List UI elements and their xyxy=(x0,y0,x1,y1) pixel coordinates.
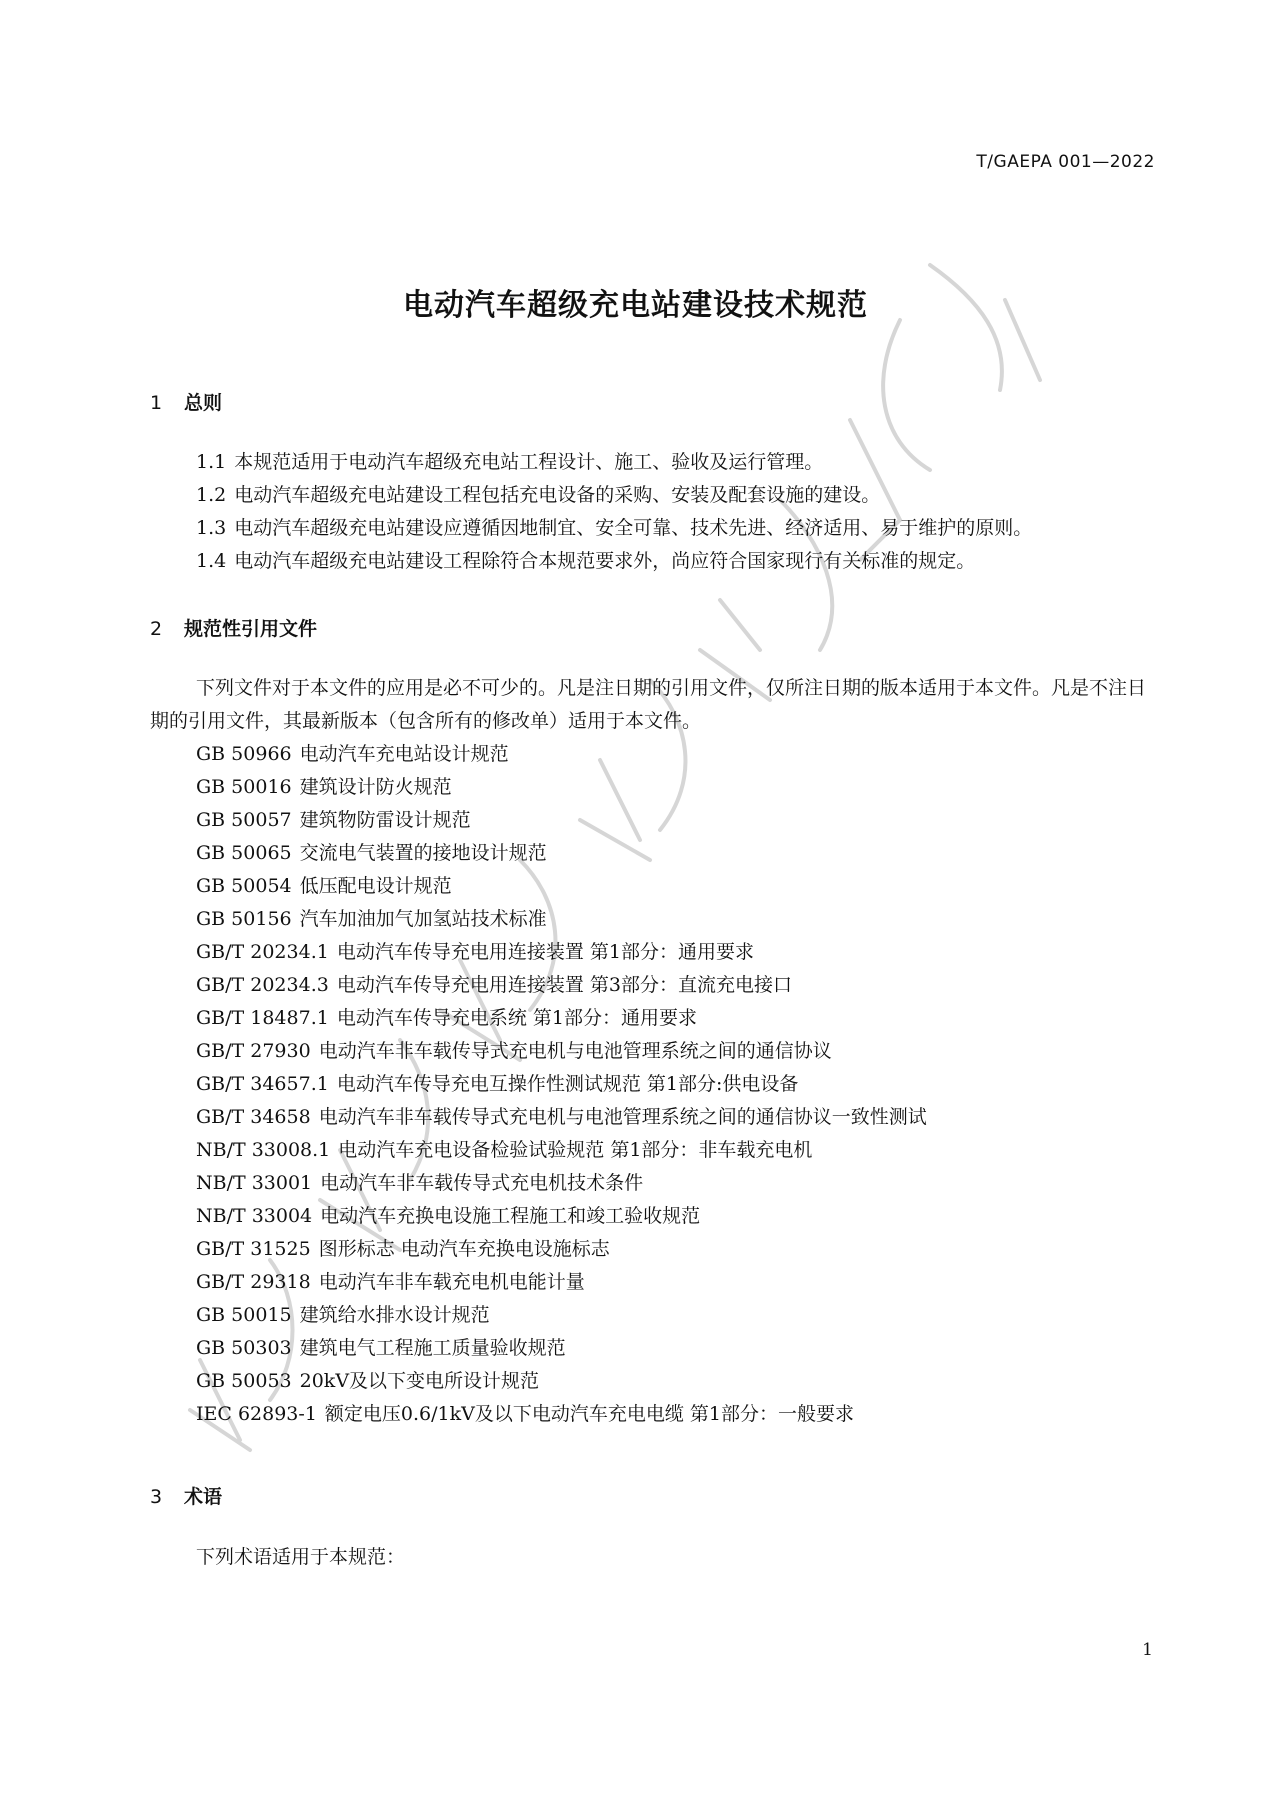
reference-title: 汽车加油加气加氢站技术标准 xyxy=(299,908,547,930)
reference-code: GB/T 20234.1 xyxy=(196,941,329,963)
reference-item xyxy=(196,1035,927,1068)
reference-title: 额定电压0.6/1kV及以下电动汽车充电电缆 第1部分：一般要求 xyxy=(324,1403,854,1425)
reference-code: NB/T 33008.1 xyxy=(196,1139,331,1161)
clause-number: 1.3 xyxy=(196,517,227,539)
reference-item xyxy=(196,1299,927,1332)
section-heading-general xyxy=(150,388,222,415)
clause-number: 1.2 xyxy=(196,484,227,506)
clause-text: 本规范适用于电动汽车超级充电站工程设计、施工、验收及运行管理。 xyxy=(234,451,824,473)
section-heading-terms xyxy=(150,1482,222,1509)
reference-code: GB/T 20234.3 xyxy=(196,974,329,996)
reference-title: 图形标志 电动汽车充换电设施标志 xyxy=(318,1238,610,1260)
general-clause-list xyxy=(196,446,1156,578)
section-title: 术语 xyxy=(184,1486,223,1508)
terms-intro-paragraph: 下列术语适用于本规范： xyxy=(196,1546,406,1568)
reference-code: NB/T 33004 xyxy=(196,1205,313,1227)
reference-item xyxy=(196,1398,927,1431)
reference-item xyxy=(196,1002,927,1035)
clause-text: 电动汽车超级充电站建设应遵循因地制宜、安全可靠、技术先进、经济适用、易于维护的原则。 xyxy=(234,517,1033,539)
reference-title: 20kV及以下变电所设计规范 xyxy=(299,1370,540,1392)
reference-title: 电动汽车充电站设计规范 xyxy=(299,743,509,765)
reference-code: GB/T 34657.1 xyxy=(196,1073,329,1095)
clause-number: 1.1 xyxy=(196,451,227,473)
section-number: 2 xyxy=(150,618,163,640)
document-code: T/GAEPA 001—2022 xyxy=(976,152,1155,172)
reference-title: 建筑电气工程施工质量验收规范 xyxy=(299,1337,566,1359)
reference-item xyxy=(196,1167,927,1200)
section-title: 规范性引用文件 xyxy=(184,618,318,640)
reference-code: GB 50156 xyxy=(196,908,292,930)
section-title: 总则 xyxy=(184,392,223,414)
reference-code: GB 50016 xyxy=(196,776,292,798)
reference-code: GB/T 29318 xyxy=(196,1271,311,1293)
reference-item xyxy=(196,804,927,837)
clause-text: 电动汽车超级充电站建设工程除符合本规范要求外，尚应符合国家现行有关标准的规定。 xyxy=(234,550,976,572)
reference-item xyxy=(196,1233,927,1266)
page-number: 1 xyxy=(1142,1640,1153,1660)
reference-code: GB 50054 xyxy=(196,875,292,897)
reference-code: IEC 62893-1 xyxy=(196,1403,317,1425)
clause-item xyxy=(196,545,1156,578)
clause-item xyxy=(196,446,1156,479)
reference-title: 电动汽车非车载充电机电能计量 xyxy=(318,1271,585,1293)
reference-code: GB 50303 xyxy=(196,1337,292,1359)
reference-title: 电动汽车传导充电系统 第1部分：通用要求 xyxy=(336,1007,697,1029)
reference-item xyxy=(196,1134,927,1167)
reference-title: 电动汽车非车载传导式充电机技术条件 xyxy=(320,1172,644,1194)
reference-list xyxy=(196,738,927,1431)
reference-title: 低压配电设计规范 xyxy=(299,875,452,897)
reference-code: GB 50057 xyxy=(196,809,292,831)
reference-item xyxy=(196,1266,927,1299)
reference-code: GB/T 18487.1 xyxy=(196,1007,329,1029)
reference-title: 建筑给水排水设计规范 xyxy=(299,1304,490,1326)
reference-title: 电动汽车充换电设施工程施工和竣工验收规范 xyxy=(320,1205,701,1227)
reference-title: 电动汽车非车载传导式充电机与电池管理系统之间的通信协议 xyxy=(318,1040,832,1062)
reference-title: 电动汽车传导充电用连接装置 第1部分：通用要求 xyxy=(336,941,754,963)
reference-item xyxy=(196,1068,927,1101)
clause-text: 电动汽车超级充电站建设工程包括充电设备的采购、安装及配套设施的建设。 xyxy=(234,484,881,506)
reference-code: GB/T 27930 xyxy=(196,1040,311,1062)
reference-item xyxy=(196,738,927,771)
references-intro-paragraph: 下列文件对于本文件的应用是必不可少的。凡是注日期的引用文件，仅所注日期的版本适用于本文件。凡是不注日期的引用文件，其最新版本（包含所有的修改单）适用于本文件。 xyxy=(150,677,1147,732)
reference-code: GB 50065 xyxy=(196,842,292,864)
reference-item xyxy=(196,1365,927,1398)
reference-item xyxy=(196,870,927,903)
reference-code: GB 50053 xyxy=(196,1370,292,1392)
reference-code: GB 50966 xyxy=(196,743,292,765)
reference-item xyxy=(196,1101,927,1134)
reference-item xyxy=(196,1200,927,1233)
reference-code: NB/T 33001 xyxy=(196,1172,313,1194)
reference-title: 电动汽车传导充电互操作性测试规范 第1部分:供电设备 xyxy=(336,1073,799,1095)
reference-code: GB/T 34658 xyxy=(196,1106,311,1128)
reference-item xyxy=(196,837,927,870)
reference-title: 建筑设计防火规范 xyxy=(299,776,452,798)
clause-item xyxy=(196,479,1156,512)
section-heading-references xyxy=(150,614,317,641)
reference-code: GB 50015 xyxy=(196,1304,292,1326)
reference-title: 建筑物防雷设计规范 xyxy=(299,809,471,831)
clause-number: 1.4 xyxy=(196,550,227,572)
reference-item xyxy=(196,903,927,936)
reference-title: 电动汽车非车载传导式充电机与电池管理系统之间的通信协议一致性测试 xyxy=(318,1106,927,1128)
reference-title: 电动汽车传导充电用连接装置 第3部分：直流充电接口 xyxy=(336,974,792,996)
reference-code: GB/T 31525 xyxy=(196,1238,311,1260)
reference-title: 交流电气装置的接地设计规范 xyxy=(299,842,547,864)
reference-item xyxy=(196,936,927,969)
reference-item xyxy=(196,771,927,804)
section-number: 1 xyxy=(150,392,163,414)
reference-item xyxy=(196,969,927,1002)
section-number: 3 xyxy=(150,1486,163,1508)
reference-title: 电动汽车充电设备检验试验规范 第1部分：非车载充电机 xyxy=(338,1139,813,1161)
reference-item xyxy=(196,1332,927,1365)
document-title: 电动汽车超级充电站建设技术规范 xyxy=(403,288,868,323)
clause-item xyxy=(196,512,1156,545)
